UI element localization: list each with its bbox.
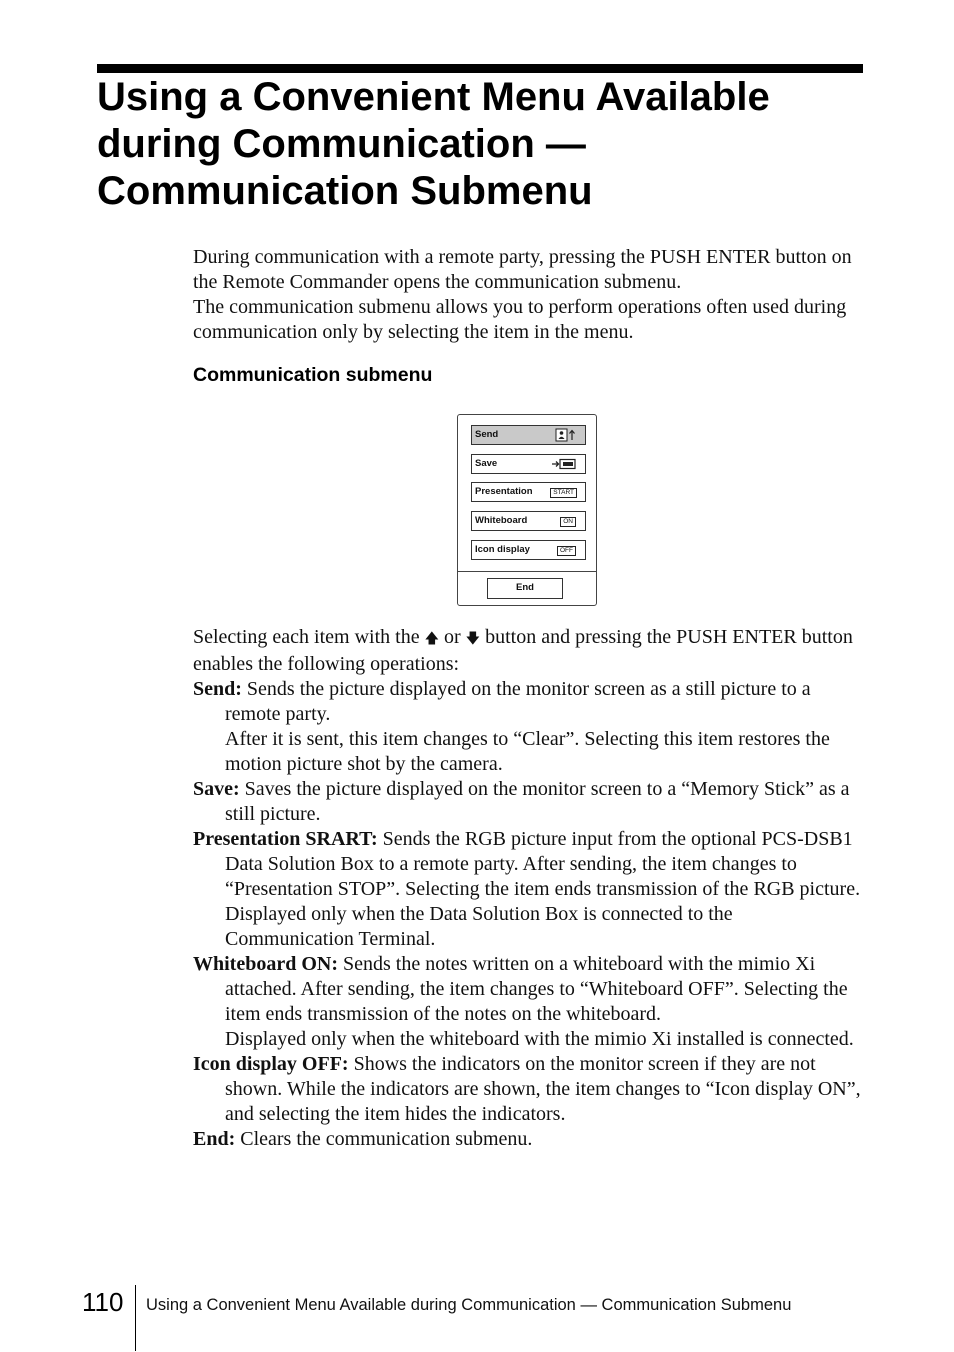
menu-item-icon-display: [471, 540, 586, 560]
intro-section: [193, 245, 865, 345]
definition-text: Shows the indicators on the monitor screen if they are not shown. While the indicators are shown, the item changes to “Icon display ON”, and selecting the item hides the indicators.: [225, 1053, 861, 1125]
definition-text: Sends the picture displayed on the monitor screen as a still picture to a remote party.: [225, 678, 811, 725]
memory-stick-icon: [551, 458, 577, 470]
on-tag: ON: [560, 517, 576, 527]
menu-item-whiteboard: [471, 511, 586, 531]
definition-text: Saves the picture displayed on the monitor screen to a “Memory Stick” as a still picture.: [225, 778, 850, 825]
up-arrow-icon: 🡅: [424, 631, 439, 647]
intro-paragraph-2: The communication submenu allows you to perform operations often used during communication only by selecting the item in the menu.: [193, 296, 847, 343]
menu-item-label: Save: [475, 458, 498, 469]
footer-rule: [135, 1285, 136, 1351]
title-line-3: Communication Submenu: [97, 169, 593, 213]
definition-text: Sends the RGB picture input from the optional PCS-DSB1 Data Solution Box to a remote party. After sending, the item changes to “Presentation STOP”. Selecting the item ends transmission of the RGB picture.: [225, 828, 861, 900]
definition-term: Icon display OFF:: [193, 1053, 349, 1075]
definition-note: Displayed only when the Data Solution Box is connected to the Communication Terminal.: [225, 903, 733, 950]
definition-term: Save:: [193, 778, 240, 800]
page-number: 110: [82, 1287, 124, 1317]
page-title: [97, 74, 877, 215]
title-rule: [97, 64, 863, 73]
communication-submenu-figure: [457, 414, 597, 606]
definition-term: Send:: [193, 678, 242, 700]
menu-item-label: Send: [475, 429, 499, 440]
instructions-lead-a: Selecting each item with the: [193, 626, 420, 648]
menu-item-label: Icon display: [475, 544, 530, 555]
end-button: End: [487, 578, 563, 599]
definition-term: End:: [193, 1128, 236, 1150]
menu-item-presentation: [471, 482, 586, 502]
title-line-2: during Communication —: [97, 122, 586, 166]
submenu-heading: Communication submenu: [193, 364, 433, 386]
menu-divider: [458, 571, 596, 572]
definition-text: Sends the notes written on a whiteboard with the mimio Xi attached. After sending, the item changes to “Whiteboard OFF”. Selecting the item ends transmission of the notes on the whiteboard.: [225, 953, 848, 1025]
operations-description: [193, 625, 865, 1152]
definition-save: [193, 777, 865, 827]
title-line-1: Using a Convenient Menu Available: [97, 75, 770, 119]
down-arrow-icon: 🡇: [465, 631, 481, 647]
menu-item-label: Whiteboard: [475, 515, 528, 526]
menu-item-save: [471, 454, 586, 474]
intro-paragraph-1: During communication with a remote party, pressing the PUSH ENTER button on the Remote Commander opens the communication submenu.: [193, 246, 852, 293]
definition-presentation: [193, 827, 865, 902]
start-tag: START: [550, 488, 577, 498]
definition-term: Whiteboard ON:: [193, 953, 338, 975]
definition-text: Clears the communication submenu.: [240, 1128, 533, 1150]
person-upload-icon: [555, 428, 579, 442]
definition-note: Displayed only when the whiteboard with the mimio Xi installed is connected.: [225, 1028, 854, 1050]
off-tag: OFF: [557, 546, 576, 556]
menu-item-label: Presentation: [475, 486, 533, 497]
definition-term: Presentation SRART:: [193, 828, 378, 850]
definition-icon-display: [193, 1052, 865, 1127]
menu-item-send: [471, 425, 586, 445]
definition-end: [193, 1127, 865, 1152]
instructions-paragraph: [193, 625, 865, 677]
running-title: Using a Convenient Menu Available during Communication — Communication Submenu: [146, 1296, 792, 1314]
definition-whiteboard: [193, 952, 865, 1027]
definition-note: After it is sent, this item changes to “Clear”. Selecting this item restores the motion picture shot by the camera.: [225, 728, 830, 775]
instructions-or: or: [444, 626, 461, 648]
instructions-lead-b: button and pressing the PUSH ENTER button enables the following operations:: [193, 626, 853, 675]
definition-send: [193, 677, 865, 727]
